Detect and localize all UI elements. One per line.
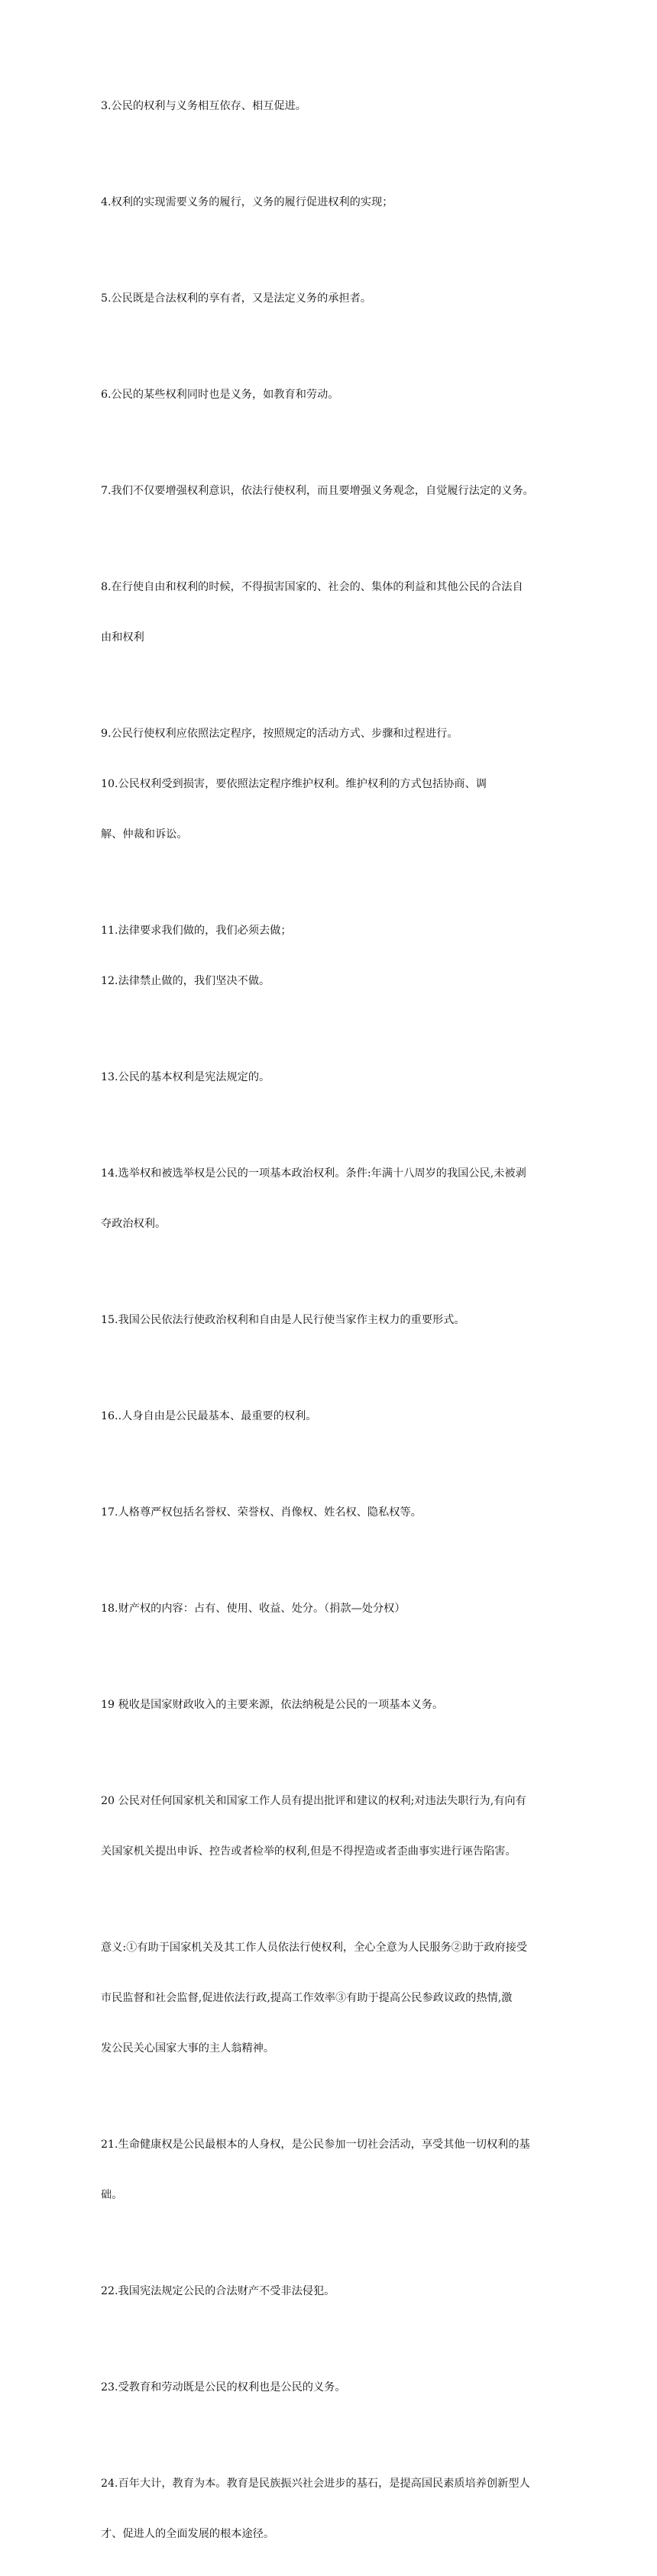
text-line: 解、仲裁和诉讼。 <box>101 828 188 841</box>
paragraph-18 <box>101 1567 562 1651</box>
paragraph-15 <box>101 1278 562 1362</box>
paragraph-3 <box>101 64 562 148</box>
paragraph-9-10 <box>101 692 562 876</box>
text-line: 13.公民的基本权利是宪法规定的。 <box>101 1071 270 1083</box>
text-line: 19 税收是国家财政收入的主要来源，依法纳税是公民的一项基本义务。 <box>101 1699 444 1711</box>
text-line: 12.法律禁止做的，我们坚决不做。 <box>101 975 270 987</box>
text-line: 16..人身自由是公民最基本、最重要的权利。 <box>101 1410 317 1422</box>
paragraph-24 <box>101 2442 562 2576</box>
text-line: 23.受教育和劳动既是公民的权利也是公民的义务。 <box>101 2381 346 2394</box>
text-line: 20 公民对任何国家机关和国家工作人员有提出批评和建议的权利;对违法失职行为,有向有 <box>101 1795 526 1807</box>
paragraph-significance <box>101 1906 562 2090</box>
text-line: 由和权利 <box>101 631 144 644</box>
text-line: 础。 <box>101 2189 123 2201</box>
text-line: 18.财产权的内容：占有、使用、收益、处分。（捐款—处分权） <box>101 1603 406 1615</box>
text-line: 4.权利的实现需要义务的履行，义务的履行促进权利的实现； <box>101 196 393 208</box>
paragraph-7 <box>101 449 562 533</box>
text-line: 才、促进人的全面发展的根本途径。 <box>101 2528 275 2540</box>
paragraph-20 <box>101 1759 562 1893</box>
document-body <box>101 64 562 2576</box>
paragraph-8 <box>101 545 562 680</box>
paragraph-23 <box>101 2345 562 2429</box>
text-line: 5.公民既是合法权利的享有者，又是法定义务的承担者。 <box>101 292 372 305</box>
paragraph-16 <box>101 1374 562 1458</box>
text-line: 关国家机关提出申诉、控告或者检举的权利,但是不得捏造或者歪曲事实进行诬告陷害。 <box>101 1845 516 1858</box>
text-line: 6.公民的某些权利同时也是义务，如教育和劳动。 <box>101 389 339 401</box>
text-line: 市民监督和社会监督,促进依法行政,提高工作效率③有助于提高公民参政议政的热情,激 <box>101 1992 513 2004</box>
paragraph-14 <box>101 1131 562 1266</box>
text-line: 11.法律要求我们做的，我们必须去做； <box>101 925 292 937</box>
text-line: 21.生命健康权是公民最根本的人身权，是公民参加一切社会活动，享受其他一切权利的基 <box>101 2139 530 2151</box>
text-line: 3.公民的权利与义务相互依存、相互促进。 <box>101 100 306 112</box>
paragraph-21 <box>101 2103 562 2237</box>
text-line: 7.我们不仅要增强权利意识，依法行使权利，而且要增强义务观念，自觉履行法定的义务。 <box>101 485 534 497</box>
paragraph-22 <box>101 2249 562 2333</box>
paragraph-17 <box>101 1470 562 1554</box>
text-line: 14.选举权和被选举权是公民的一项基本政治权利。条件:年满十八周岁的我国公民,未被剥 <box>101 1167 526 1180</box>
text-line: 9.公民行使权利应依照法定程序，按照规定的活动方式、步骤和过程进行。 <box>101 728 458 740</box>
paragraph-4 <box>101 160 562 244</box>
paragraph-5 <box>101 257 562 341</box>
text-line: 夺政治权利。 <box>101 1218 167 1230</box>
paragraph-19 <box>101 1663 562 1747</box>
text-line: 意义:①有助于国家机关及其工作人员依法行使权利，全心全意为人民服务②助于政府接受 <box>101 1942 528 1954</box>
text-line: 24.百年大计，教育为本。教育是民族振兴社会进步的基石，是提高国民素质培养创新型人 <box>101 2478 530 2490</box>
text-line: 22.我国宪法规定公民的合法财产不受非法侵犯。 <box>101 2285 335 2297</box>
paragraph-6 <box>101 353 562 437</box>
text-line: 17.人格尊严权包括名誉权、荣誉权、肖像权、姓名权、隐私权等。 <box>101 1506 422 1519</box>
paragraph-13 <box>101 1035 562 1119</box>
text-line: 10.公民权利受到损害，要依照法定程序维护权利。维护权利的方式包括协商、调 <box>101 778 487 790</box>
text-line: 8.在行使自由和权利的时候，不得损害国家的、社会的、集体的利益和其他公民的合法自 <box>101 581 523 593</box>
text-line: 15.我国公民依法行使政治权利和自由是人民行使当家作主权力的重要形式。 <box>101 1314 465 1326</box>
text-line: 发公民关心国家大事的主人翁精神。 <box>101 2042 275 2055</box>
paragraph-11-12 <box>101 889 562 1023</box>
